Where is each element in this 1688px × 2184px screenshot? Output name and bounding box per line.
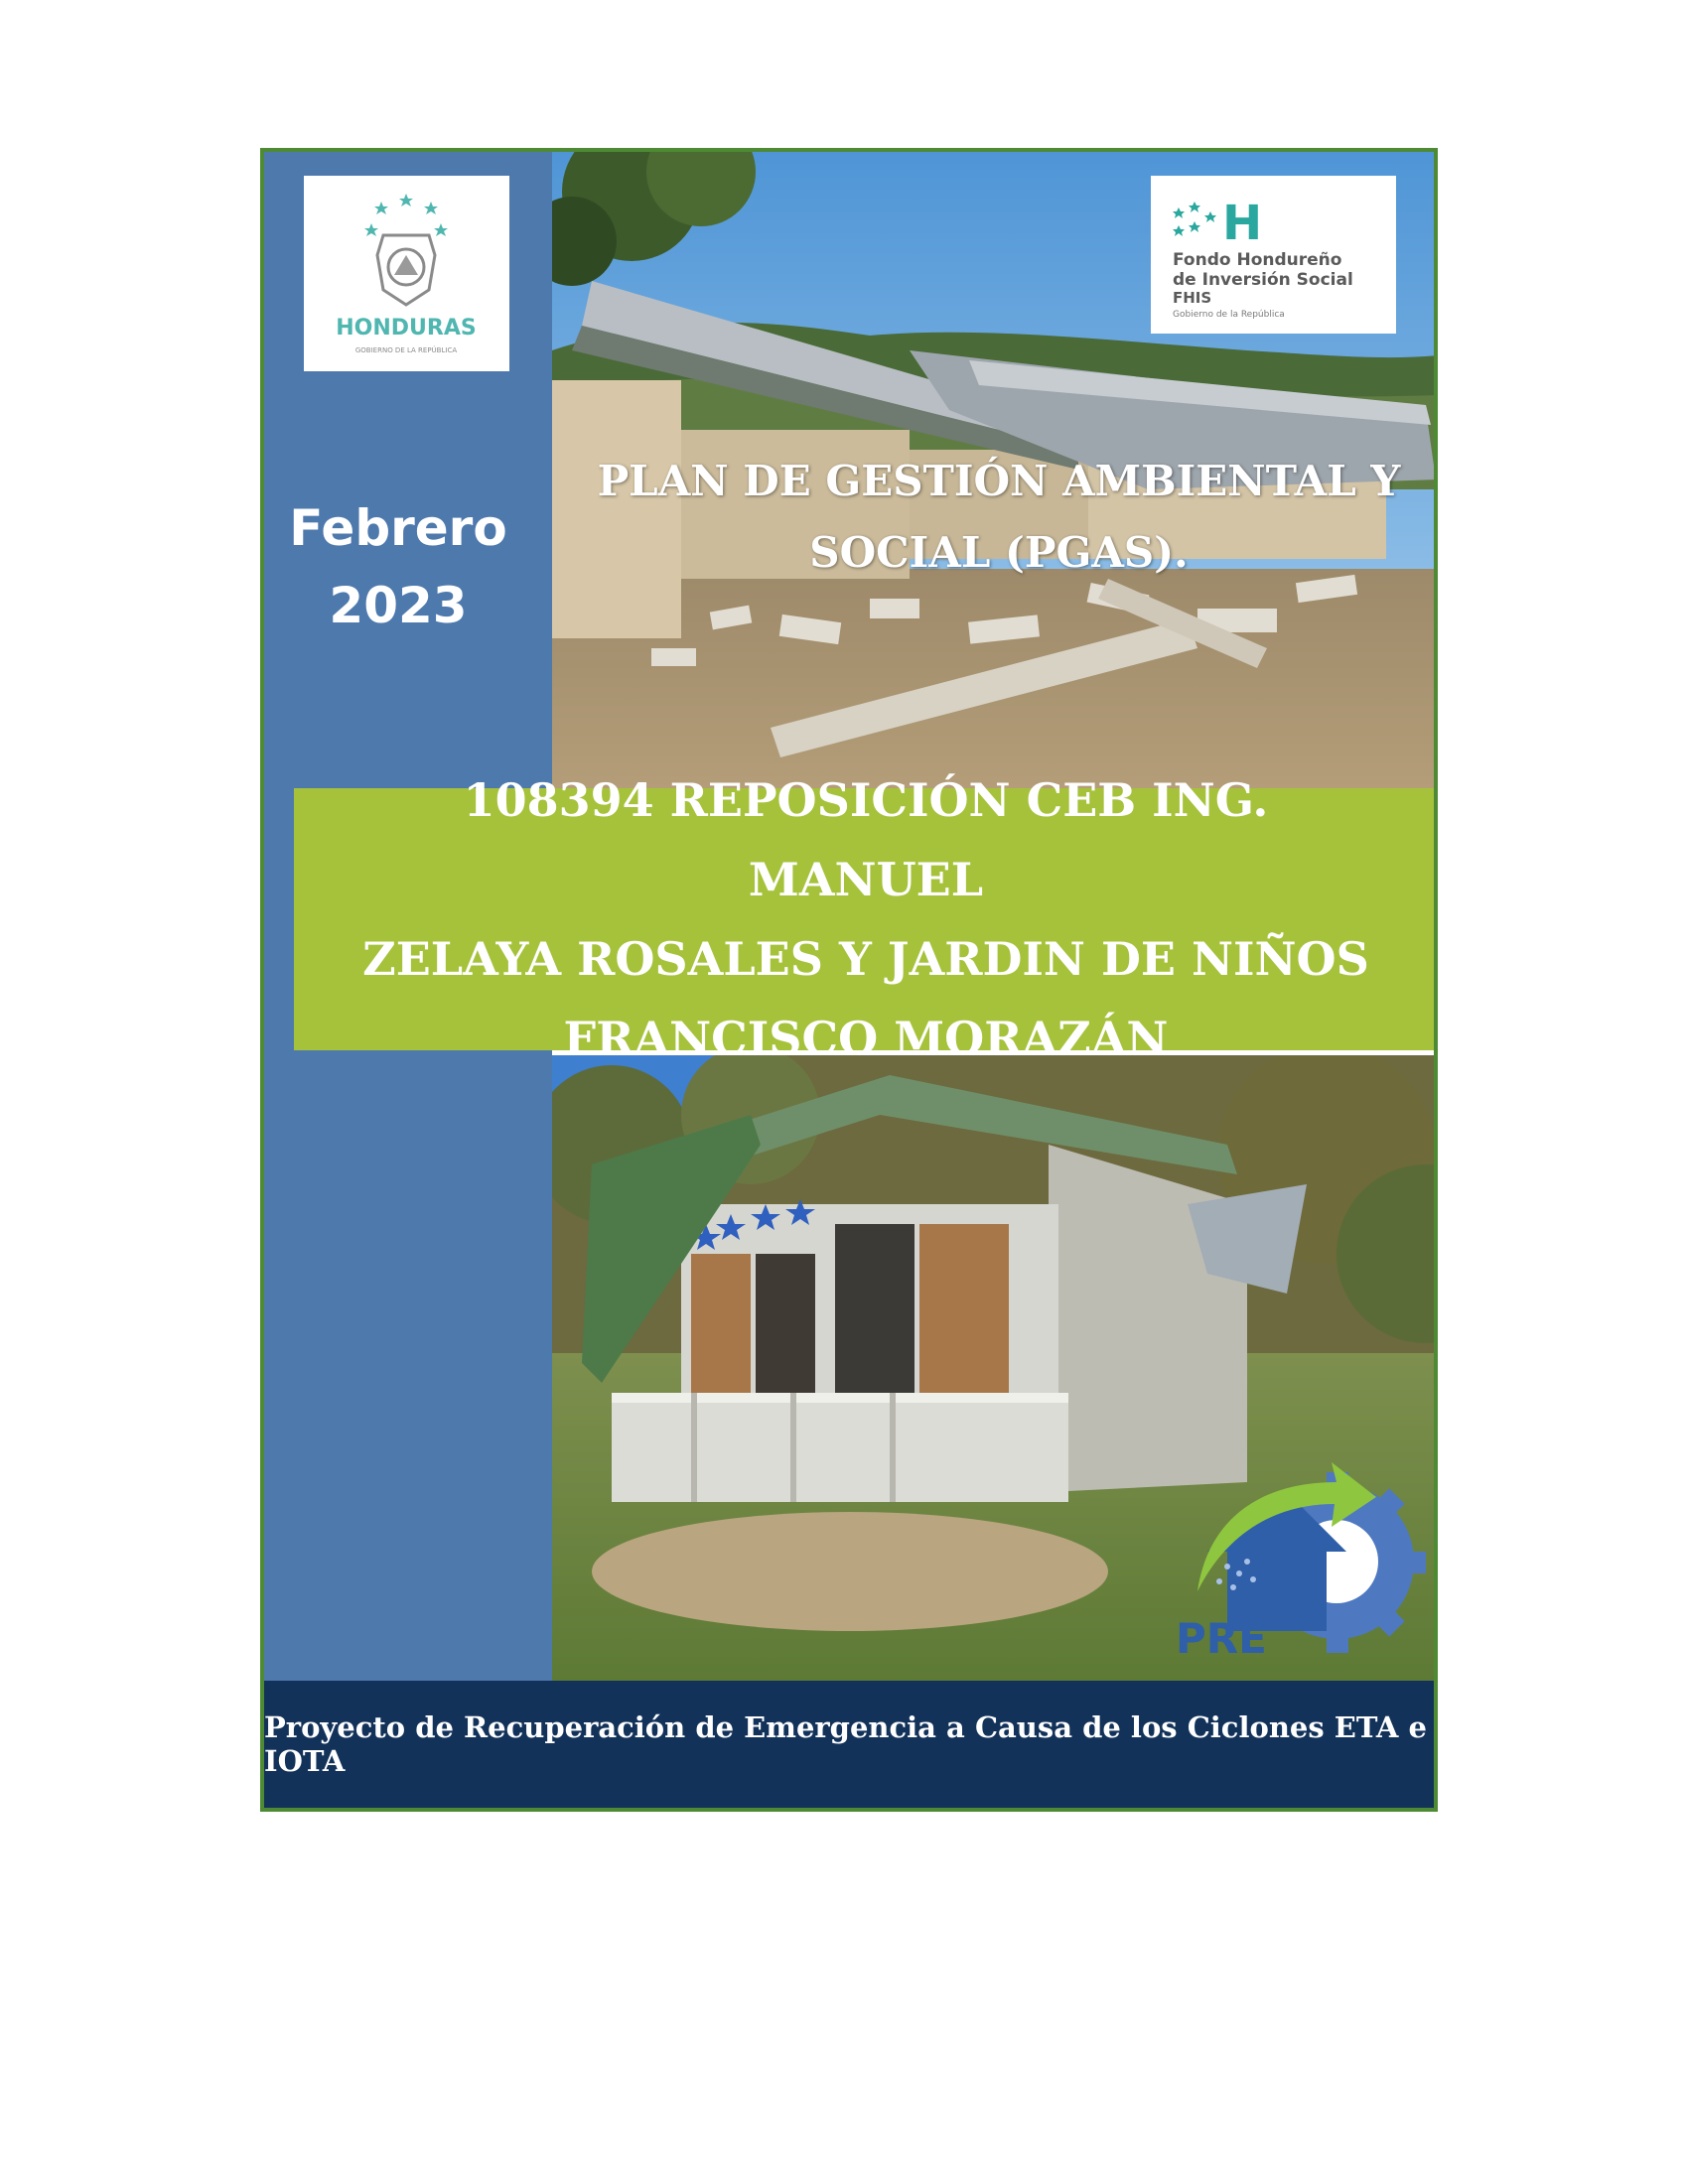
pre-gear-house-icon — [1168, 1442, 1426, 1671]
pre-logo — [1168, 1442, 1426, 1671]
honduras-logo-text: HONDURAS — [336, 316, 477, 341]
date-year: 2023 — [329, 577, 468, 634]
honduras-logo-subtitle: GOBIERNO DE LA REPÚBLICA — [354, 346, 458, 354]
footer-text: Proyecto de Recuperación de Emergencia a Causa de los Ciclones ETA e IOTA — [264, 1710, 1427, 1778]
fhis-logo-letter: H — [1222, 196, 1263, 251]
fhis-logo-line4: Gobierno de la República — [1173, 310, 1285, 320]
date-month: Febrero — [289, 499, 507, 557]
fhis-logo-line1: Fondo Hondureño — [1173, 250, 1342, 270]
project-title-line1: 108394 REPOSICIÓN CEB ING. MANUEL — [463, 773, 1269, 906]
project-title-banner — [294, 773, 1438, 1065]
plan-title — [582, 446, 1416, 589]
plan-title-line1: PLAN DE GESTIÓN AMBIENTAL Y — [597, 457, 1401, 505]
fhis-logo — [1151, 176, 1396, 334]
honduras-seal-icon — [304, 176, 509, 371]
pre-logo-text: PRE — [1176, 1614, 1267, 1663]
fhis-logo-line2: de Inversión Social — [1173, 270, 1353, 290]
footer-band — [264, 1681, 1438, 1808]
project-title-line2: ZELAYA ROSALES Y JARDIN DE NIÑOS — [362, 932, 1369, 986]
fhis-logo-graphic — [1151, 176, 1396, 334]
cover-page — [260, 148, 1438, 1812]
honduras-government-logo — [304, 176, 509, 371]
fhis-logo-line3: FHIS — [1173, 289, 1212, 307]
project-title-line3: FRANCISCO MORAZÁN — [563, 1012, 1169, 1065]
document-date — [264, 489, 532, 644]
plan-title-line2: SOCIAL (PGAS). — [809, 528, 1189, 577]
